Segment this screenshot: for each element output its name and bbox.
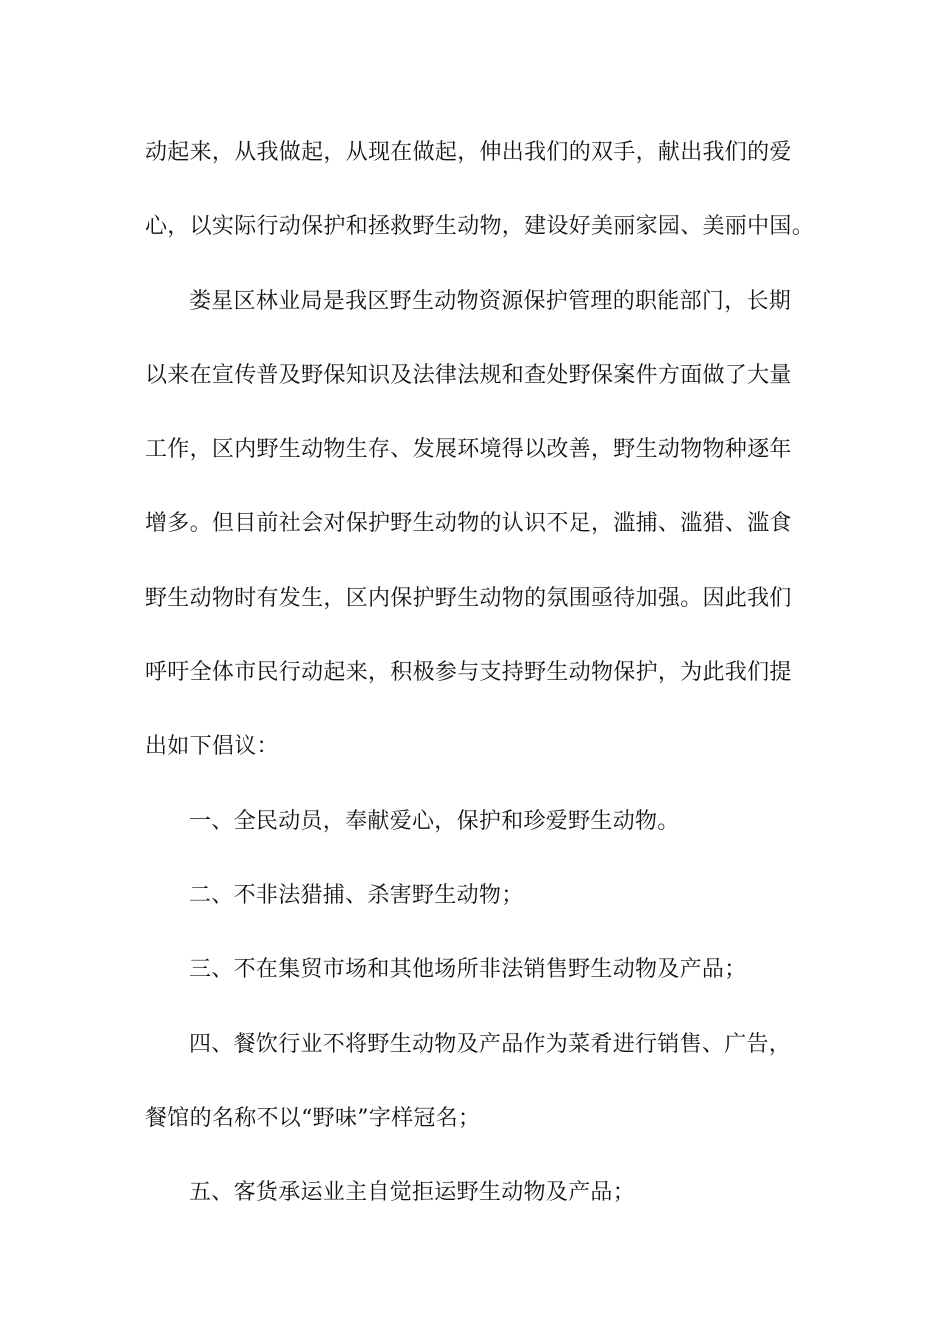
paragraph-line: 娄星区林业局是我区野生动物资源保护管理的职能部门，长期 [189,288,792,314]
list-item: 一、全民动员，奉献爱心，保护和珍爱野生动物。 [189,808,680,834]
paragraph-line: 工作，区内野生动物生存、发展环境得以改善，野生动物物种逐年 [145,437,792,463]
document-body [145,116,815,1230]
list-item: 二、不非法猎捕、杀害野生动物； [189,882,524,908]
paragraph-line: 动起来，从我做起，从现在做起，伸出我们的双手，献出我们的爱 [145,140,792,165]
paragraph-line: 呼吁全体市民行动起来，积极参与支持野生动物保护，为此我们提 [145,660,792,686]
list-item: 三、不在集贸市场和其他场所非法销售野生动物及产品； [189,957,747,983]
list-item: 五、客货承运业主自觉拒运野生动物及产品； [189,1180,636,1206]
paragraph-line: 增多。但目前社会对保护野生动物的认识不足，滥捕、滥猎、滥食 [145,511,792,537]
paragraph-line: 出如下倡议： [145,734,279,760]
paragraph-line: 野生动物时有发生，区内保护野生动物的氛围亟待加强。因此我们 [145,585,792,611]
list-item-continuation: 餐馆的名称不以“野味”字样冠名； [145,1105,481,1131]
paragraph-line: 以来在宣传普及野保知识及法律法规和查处野保案件方面做了大量 [145,362,792,388]
list-item: 四、餐饮行业不将野生动物及产品作为菜肴进行销售、广告， [189,1031,792,1057]
paragraph-line: 心，以实际行动保护和拯救野生动物，建设好美丽家园、美丽中国。 [145,214,815,240]
